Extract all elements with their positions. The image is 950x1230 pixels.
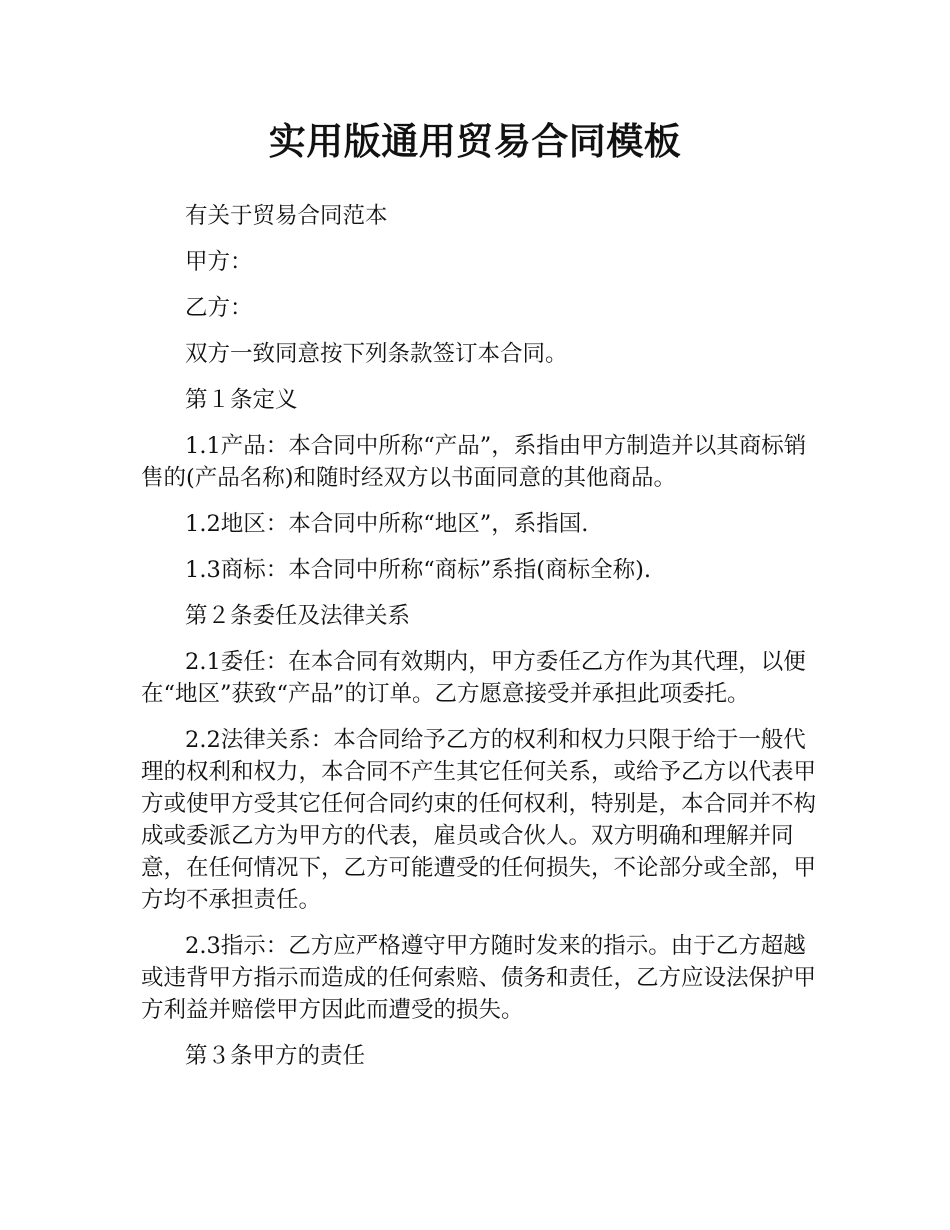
document-body bbox=[141, 200, 817, 1086]
clause-2-2: 2.2法律关系：本合同给予乙方的权利和权力只限于给于一般代理的权利和权力，本合同不产生其它任何关系，或给予乙方以代表甲方或使甲方受其它任何合同约束的任何权利，特别是，本合同并不构成或委派乙方为甲方的代表，雇员或合伙人。双方明确和理解并同意，在任何情况下，乙方可能遭受的任何损失，不论部分或全部，甲方均不承担责任。 bbox=[141, 727, 817, 913]
clause-1-3: 1.3商标：本合同中所称“商标”系指(商标全称). bbox=[185, 557, 651, 583]
paragraph-party-a: 甲方： bbox=[185, 249, 253, 275]
clause-1-2: 1.2地区：本合同中所称“地区”，系指国. bbox=[185, 511, 589, 537]
paragraph-party-b: 乙方： bbox=[185, 295, 253, 321]
section-heading-1: 第１条定义 bbox=[185, 387, 298, 413]
clause-1-1: 1.1产品：本合同中所称“产品”，系指由甲方制造并以其商标销售的(产品名称)和随时经双方以书面同意的其他商品。 bbox=[141, 433, 807, 491]
document-title: 实用版通用贸易合同模板 bbox=[268, 120, 682, 163]
clause-2-3: 2.3指示：乙方应严格遵守甲方随时发来的指示。由于乙方超越或违背甲方指示而造成的任何索赔、债务和责任，乙方应设法保护甲方利益并赔偿甲方因此而遭受的损失。 bbox=[141, 933, 817, 1023]
section-heading-3: 第３条甲方的责任 bbox=[185, 1043, 366, 1069]
paragraph-agreement: 双方一致同意按下列条款签订本合同。 bbox=[185, 341, 568, 367]
clause-2-1: 2.1委任：在本合同有效期内，甲方委任乙方作为其代理，以便在“地区”获致“产品”的订单。乙方愿意接受并承担此项委托。 bbox=[141, 649, 806, 707]
section-heading-2: 第２条委任及法律关系 bbox=[185, 603, 411, 629]
paragraph-intro: 有关于贸易合同范本 bbox=[185, 203, 388, 229]
